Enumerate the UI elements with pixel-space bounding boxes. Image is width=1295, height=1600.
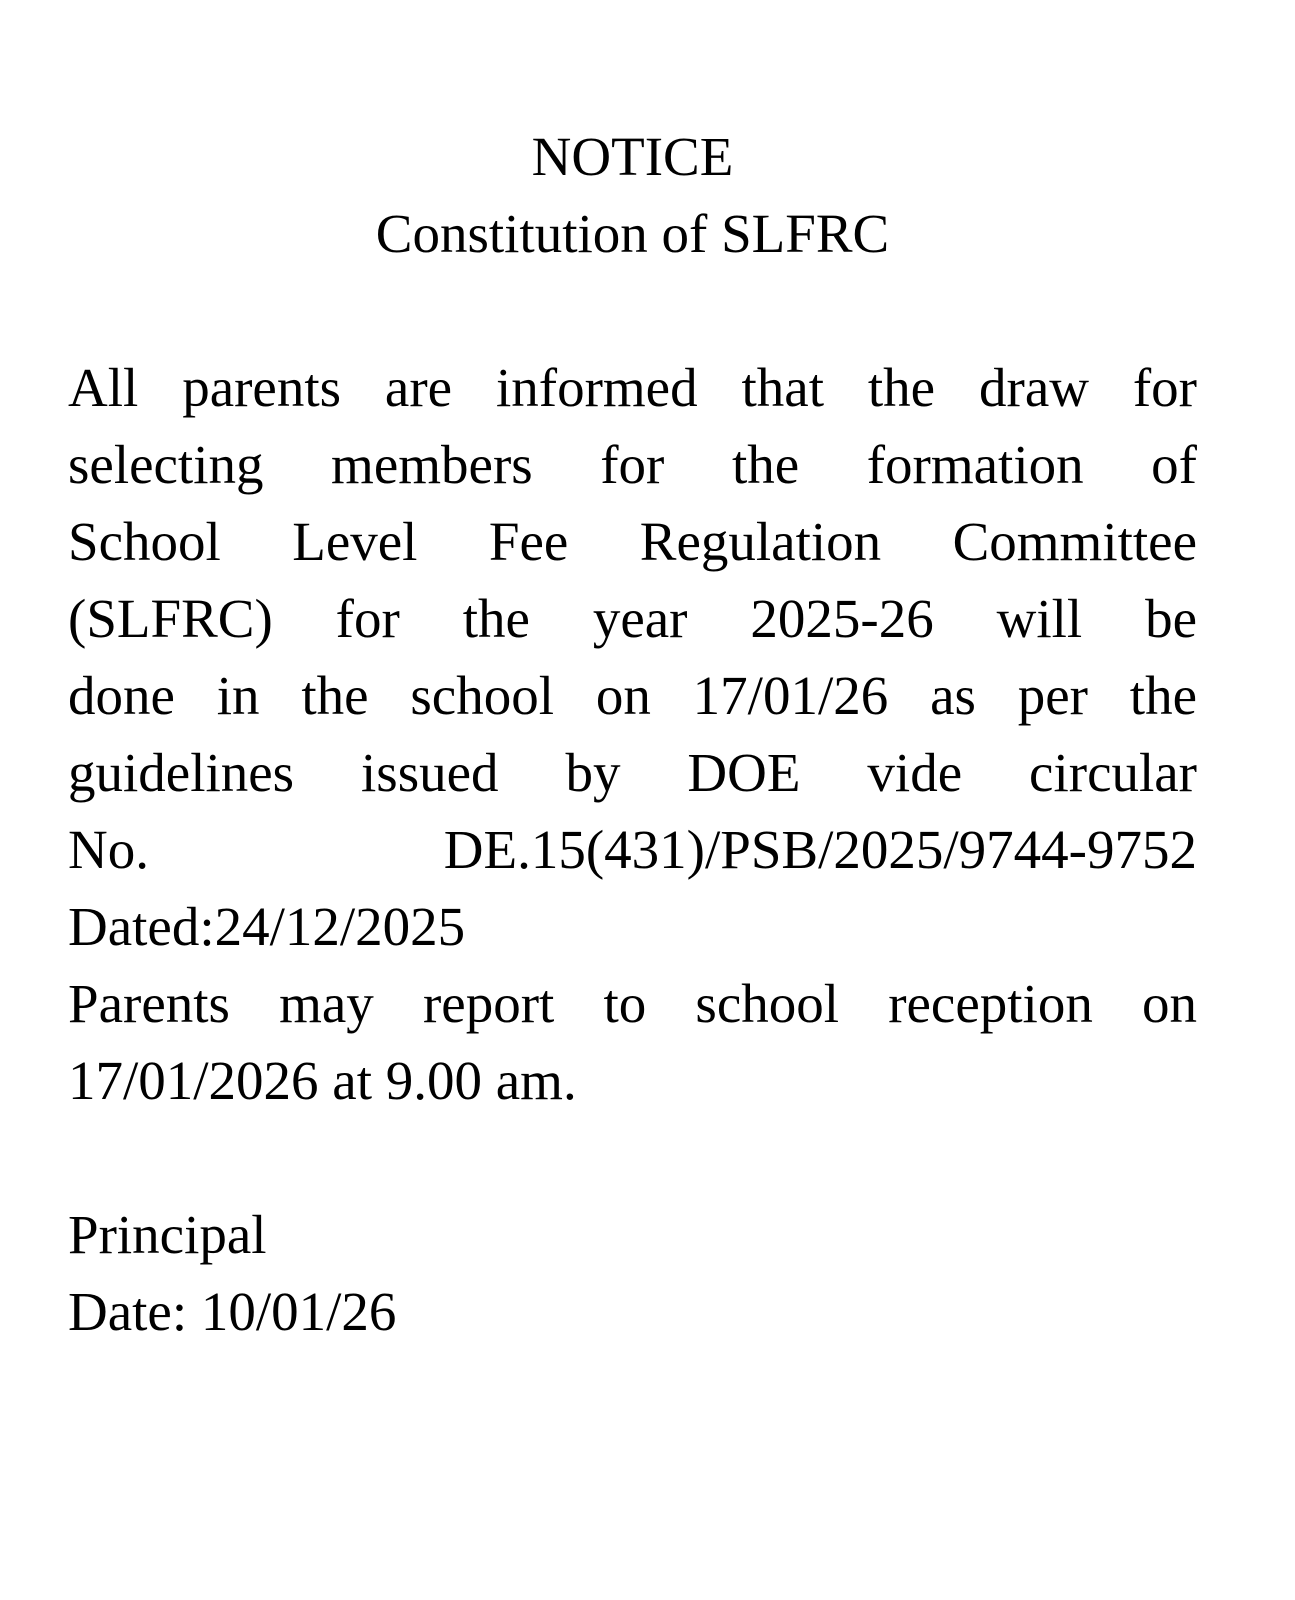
header-body-gap xyxy=(68,272,1197,349)
notice-header xyxy=(68,118,1197,272)
body-line: Parents may report to school reception on xyxy=(68,973,1197,1034)
signature-principal: Principal xyxy=(68,1204,267,1265)
signature-date: Date: 10/01/26 xyxy=(68,1281,397,1342)
body-line: guidelines issued by DOE vide circular xyxy=(68,742,1197,803)
notice-subtitle: Constitution of SLFRC xyxy=(375,203,890,264)
body-line: Dated:24/12/2025 xyxy=(68,896,466,957)
body-line: 17/01/2026 at 9.00 am. xyxy=(68,1050,577,1111)
notice-body xyxy=(68,349,1197,1119)
signature-block xyxy=(68,1196,1197,1350)
body-line: (SLFRC) for the year 2025-26 will be xyxy=(68,588,1197,649)
body-signature-gap xyxy=(68,1119,1197,1196)
body-line: School Level Fee Regulation Committee xyxy=(68,511,1197,572)
body-line: No. DE.15(431)/PSB/2025/9744-9752 xyxy=(68,819,1197,880)
body-line: done in the school on 17/01/26 as per the xyxy=(68,665,1197,726)
body-line: All parents are informed that the draw for xyxy=(68,357,1197,418)
notice-title: NOTICE xyxy=(531,126,734,187)
body-line: selecting members for the formation of xyxy=(68,434,1197,495)
